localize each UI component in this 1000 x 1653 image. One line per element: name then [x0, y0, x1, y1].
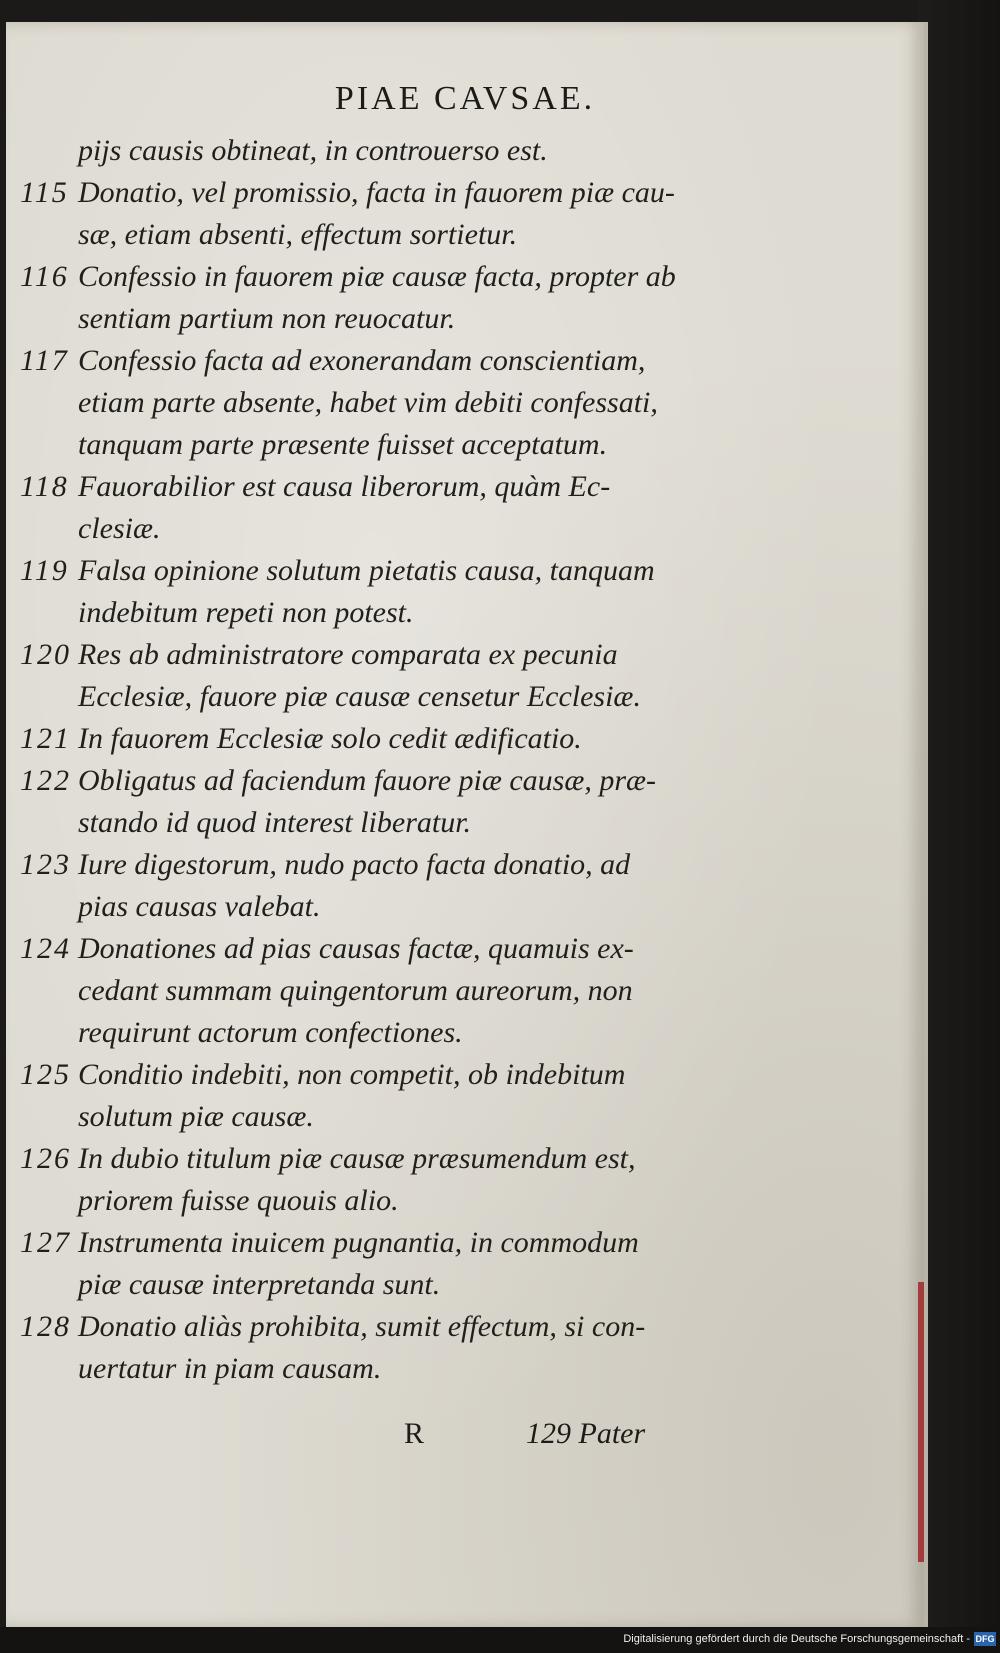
- entry-number: 128: [20, 1310, 71, 1343]
- entry-text-line: Donationes ad pias causas factæ, quamuis ex-: [78, 932, 634, 965]
- entry-number: 120: [20, 638, 71, 671]
- signature-mark: R: [404, 1417, 425, 1450]
- entry-text-line: Iure digestorum, nudo pacto facta donatio, ad: [78, 848, 631, 881]
- entry-text-line: sæ, etiam absenti, effectum sortietur.: [78, 218, 518, 251]
- entry: [20, 550, 700, 634]
- entry-text-line: Res ab administratore comparata ex pecunia: [78, 638, 618, 671]
- entry-text-line: Donatio aliàs prohibita, sumit effectum, si con-: [78, 1310, 646, 1343]
- entry-text-line: Obligatus ad faciendum fauore piæ causæ, præ-: [78, 764, 657, 797]
- entry-text-line: In fauorem Ecclesiæ solo cedit ædificatio.: [78, 722, 582, 755]
- entry-text-line: etiam parte absente, habet vim debiti confessati,: [78, 386, 658, 419]
- entry-text-line: requirunt actorum confectiones.: [78, 1016, 463, 1049]
- scan-background: [918, 0, 1000, 1653]
- entry-text-line: clesiæ.: [78, 512, 161, 545]
- entry: [20, 1306, 700, 1390]
- running-header: PIAE CAVSAE.: [334, 80, 596, 117]
- entry-number: 126: [20, 1142, 71, 1175]
- entry-text-line: Falsa opinione solutum pietatis causa, tanquam: [78, 554, 655, 587]
- entry-number: 116: [20, 260, 69, 293]
- page-footer: [6, 1417, 924, 1467]
- entry: [20, 760, 700, 844]
- entries-list: [20, 130, 700, 1390]
- entry-text-line: stando id quod interest liberatur.: [78, 806, 472, 839]
- entry-text-line: Confessio in fauorem piæ causæ facta, propter ab: [78, 260, 676, 293]
- entry: [20, 928, 700, 1054]
- entry: [20, 256, 700, 340]
- entry-number: 127: [20, 1226, 71, 1259]
- entry-text-line: pias causas valebat.: [78, 890, 321, 923]
- continuation-line: pijs causis obtineat, in controuerso est.: [78, 134, 548, 167]
- entry-text-line: Instrumenta inuicem pugnantia, in commodum: [78, 1226, 639, 1259]
- entry: [20, 172, 700, 256]
- entry-text-line: cedant summam quingentorum aureorum, non: [78, 974, 633, 1007]
- entry-container: [20, 172, 700, 1390]
- entry: [20, 844, 700, 928]
- entry: [20, 1138, 700, 1222]
- entry-text-line: priorem fuisse quouis alio.: [78, 1184, 399, 1217]
- entry: [20, 340, 700, 466]
- book-page: [6, 22, 928, 1627]
- entry-number: 118: [20, 470, 69, 503]
- entry-number: 123: [20, 848, 71, 881]
- entry-number: 124: [20, 932, 71, 965]
- entry-text-line: Fauorabilior est causa liberorum, quàm Ec-: [78, 470, 611, 503]
- entry-text-line: tanquam parte præsente fuisset acceptatum.: [78, 428, 608, 461]
- entry: [20, 718, 700, 760]
- entry-number: 122: [20, 764, 71, 797]
- digitization-credit: Digitalisierung gefördert durch die Deutsche Forschungsgemeinschaft -: [623, 1633, 970, 1645]
- entry: [20, 466, 700, 550]
- entry-text-line: sentiam partium non reuocatur.: [78, 302, 456, 335]
- entry-text-line: solutum piæ causæ.: [78, 1100, 314, 1133]
- entry-text-line: Ecclesiæ, fauore piæ causæ censetur Ecclesiæ.: [78, 680, 641, 713]
- entry: [20, 1222, 700, 1306]
- entry-text-line: uertatur in piam causam.: [78, 1352, 382, 1385]
- entry-text-line: indebitum repeti non potest.: [78, 596, 414, 629]
- entry-text-line: piæ causæ interpretanda sunt.: [78, 1268, 441, 1301]
- entry-number: 115: [20, 176, 69, 209]
- entry-text-line: Conditio indebiti, non competit, ob indebitum: [78, 1058, 626, 1091]
- dfg-logo: DFG: [975, 1634, 995, 1644]
- entry-text-line: Confessio facta ad exonerandam conscientiam,: [78, 344, 646, 377]
- entry-text-line: In dubio titulum piæ causæ præsumendum est,: [78, 1142, 636, 1175]
- entry-number: 119: [20, 554, 69, 587]
- entry: [20, 1054, 700, 1138]
- entry-number: 117: [20, 344, 69, 377]
- entry-text-line: Donatio, vel promissio, facta in fauorem piæ cau-: [78, 176, 675, 209]
- entry-number: 125: [20, 1058, 71, 1091]
- catchword: 129 Pater: [526, 1417, 646, 1450]
- credit-bar: [0, 1627, 1000, 1653]
- entry: [20, 634, 700, 718]
- entry-number: 121: [20, 722, 71, 755]
